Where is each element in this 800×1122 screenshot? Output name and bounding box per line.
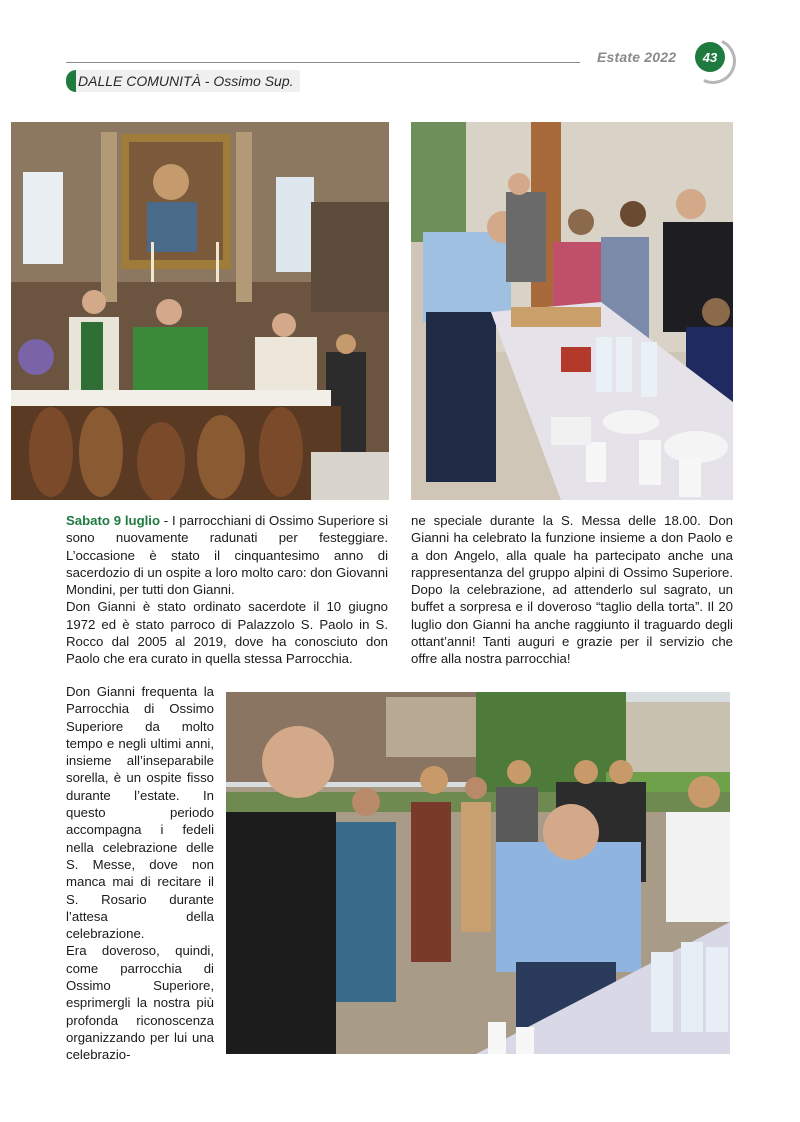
header-rule bbox=[66, 62, 580, 63]
article-column-narrow bbox=[66, 683, 214, 1064]
article-lead: Sabato 9 luglio bbox=[66, 513, 161, 528]
article-paragraph bbox=[66, 512, 388, 598]
photo-icon bbox=[226, 692, 730, 1054]
section-title: DALLE COMUNITÀ - Ossimo Sup. bbox=[66, 70, 300, 92]
church-altar-photo bbox=[11, 122, 389, 500]
article-paragraph-4-start: Era doveroso, quindi, come parrocchia di Ossimo Superiore, esprimergli la nostra più profonda riconoscenza organizzando per lui una celebrazio- bbox=[66, 943, 214, 1063]
article-column-left bbox=[66, 512, 388, 668]
photo-icon bbox=[411, 122, 733, 500]
photo-icon bbox=[11, 122, 389, 500]
page-number-badge bbox=[690, 38, 734, 82]
article-paragraph-1: - I parrocchiani di Ossimo Superiore si sono nuovamente radunati per festeggiare. L’occasione è stato il cinquantesimo anno di sacerdozio di un ospite a loro molto caro: don Giovanni Mondini, per tutti don Gianni. bbox=[66, 513, 388, 598]
churchyard-gathering-photo bbox=[226, 692, 730, 1054]
article-paragraph-3: Don Gianni frequenta la Parrocchia di Ossimo Superiore da molto tempo e negli ultimi anni, insieme all’inseparabile sorella, è un ospite fisso durante l’estate. In questo periodo accompagna i fedeli nella celebrazione delle S. Messe, dove non manca mai di recitare il S. Rosario durante l’attesa della celebrazione. bbox=[66, 684, 214, 942]
article-column-right bbox=[411, 512, 733, 668]
page-number: 43 bbox=[695, 42, 725, 72]
article-paragraph-4-continued: ne speciale durante la S. Messa delle 18.00. Don Gianni ha celebrato la funzione insieme a don Paolo e a don Angelo, alla quale ha partecipato anche una rappresentanza del gruppo alpini di Ossimo Superiore. Dopo la celebrazione, ad attenderlo sul sagrato, un buffet a sorpresa e il doveroso “taglio della torta”. Il 20 luglio don Gianni ha anche raggiunto il traguardo degli ottant’anni! Tanti auguri e grazie per il servizio che offre alla nostra parrocchia! bbox=[411, 513, 733, 667]
buffet-table-photo bbox=[411, 122, 733, 500]
article-paragraph-2: Don Gianni è stato ordinato sacerdote il 10 giugno 1972 ed è stato parroco di Palazzolo S. Paolo in S. Rocco dal 2005 al 2019, dove ha conosciuto don Paolo che era curato in quella stessa Parrocchia. bbox=[66, 599, 388, 667]
issue-season: Estate 2022 bbox=[597, 49, 677, 65]
